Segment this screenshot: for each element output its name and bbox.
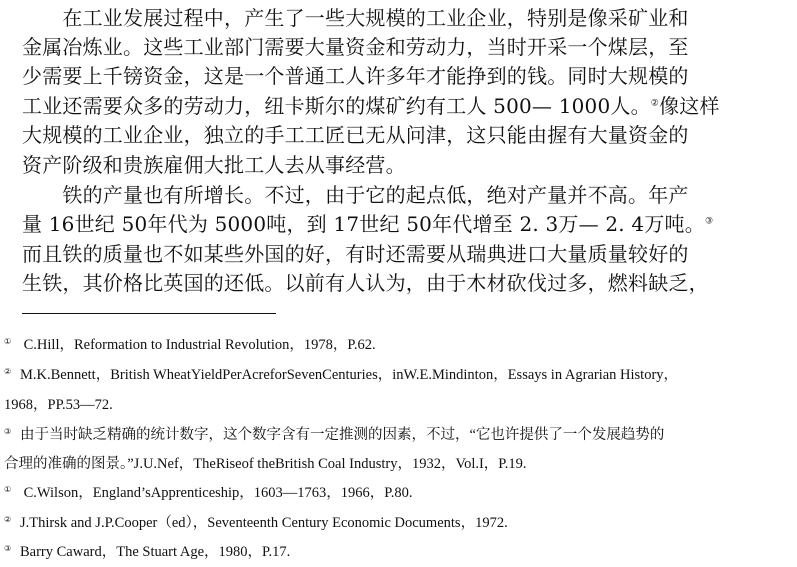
footnote: 合理的准确的图景。”J.U.Nef，TheRiseof theBritish Coal Industry，1932，Vol.I，P.19. (4, 456, 527, 472)
body-line: 金属冶炼业。这些工业部门需要大量资金和劳动力，当时开采一个煤层，至 (22, 35, 689, 59)
body-line: 而且铁的质量也不如某些外国的好，有时还需要从瑞典进口大量质量较好的 (22, 242, 689, 266)
footnote: ③ Barry Caward，The Stuart Age，1980，P.17. (4, 544, 291, 560)
footnote: ③ 由于当时缺乏精确的统计数字，这个数字含有一定推测的因素，不过，“它也许提供了一个发展趋势的 (4, 427, 665, 443)
footnote: ① C.Hill，Reformation to Industrial Revolution，1978，P.62. (4, 337, 376, 353)
footnote-mark: ③ (4, 427, 12, 436)
footnote-divider (22, 313, 276, 314)
footnote-ref: ③ (704, 215, 714, 226)
footnote-mark: ② (4, 515, 12, 524)
footnote-ref: ② (650, 97, 660, 108)
footnote: 1968，PP.53—72. (4, 397, 113, 413)
body-line: 资产阶级和贵族雇佣大批工人去从事经营。 (22, 153, 406, 177)
footnote-mark: ① (4, 337, 12, 346)
body-line: 大规模的工业企业，独立的手工工匠已无从问津，这只能由握有大量资金的 (22, 123, 689, 147)
footnote: ① C.Wilson，England’sApprenticeship，1603—1763，1966，P.80. (4, 485, 413, 501)
body-line: 铁的产量也有所增长。不过，由于它的起点低，绝对产量并不高。年产 (22, 183, 689, 207)
footnote-mark: ① (4, 485, 12, 494)
body-line: 少需要上千镑资金，这是一个普通工人许多年才能挣到的钱。同时大规模的 (22, 64, 689, 88)
body-line: 工业还需要众多的劳动力，纽卡斯尔的煤矿约有工人 500— 1000人。②像这样 (22, 94, 720, 118)
footnote: ② M.K.Bennett，British WheatYieldPerAcreforSevenCenturies，inW.E.Mindinton，Essays in Agrarian History， (4, 367, 679, 383)
footnote-mark: ③ (4, 544, 12, 553)
footnote-mark: ② (4, 367, 12, 376)
body-line: 量 16世纪 50年代为 5000吨，到 17世纪 50年代增至 2. 3万— 2. 4万吨。③ (22, 212, 714, 236)
footnote: ② J.Thirsk and J.P.Cooper（ed），Seventeenth Century Economic Documents，1972. (4, 515, 508, 531)
body-line: 在工业发展过程中，产生了一些大规模的工业企业，特别是像采矿业和 (22, 6, 689, 30)
body-line: 生铁，其价格比英国的还低。以前有人认为，由于木材砍伐过多，燃料缺乏， (22, 271, 709, 295)
